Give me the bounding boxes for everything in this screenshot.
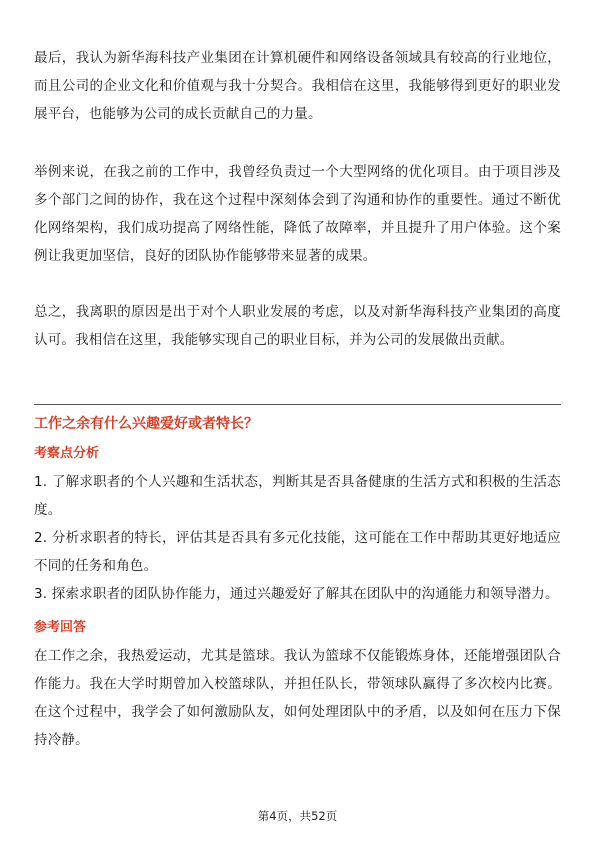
qa-section xyxy=(34,412,561,754)
analysis-item: 1. 了解求职者的个人兴趣和生活状态，判断其是否具备健康的生活方式和积极的生活态度。 xyxy=(34,474,561,518)
analysis-heading: 考察点分析 xyxy=(34,446,100,461)
page-number: 第4页，共52页 xyxy=(257,809,338,823)
question-title: 工作之余有什么兴趣爱好或者特长？ xyxy=(34,416,258,432)
answer-text: 在工作之余，我热爱运动，尤其是篮球。我认为篮球不仅能锻炼身体，还能增强团队合作能力。我在大学时期曾加入校篮球队，并担任队长，带领球队赢得了多次校内比赛。在这个过程中，我学会了如何激励队友，如何处理团队中的矛盾，以及如何在压力下保持冷静。 xyxy=(34,648,561,748)
paragraph-spacer xyxy=(34,128,561,158)
section-divider xyxy=(34,404,561,405)
previous-answer-body xyxy=(34,44,561,354)
body-paragraph: 举例来说，在我之前的工作中，我曾经负责过一个大型网络的优化项目。由于项目涉及多个部门之间的协作，我在这个过程中深刻体会到了沟通和协作的重要性。通过不断优化网络架构，我们成功提高了网络性能，降低了故障率，并且提升了用户体验。这个案例让我更加坚信，良好的团队协作能够带来显著的成果。 xyxy=(34,164,561,264)
body-paragraph: 总之，我离职的原因是出于对个人职业发展的考虑，以及对新华海科技产业集团的高度认可。我相信在这里，我能够实现自己的职业目标，并为公司的发展做出贡献。 xyxy=(34,304,561,348)
spacer xyxy=(34,608,561,616)
body-paragraph: 最后，我认为新华海科技产业集团在计算机硬件和网络设备领域具有较高的行业地位，而且公司的企业文化和价值观与我十分契合。我相信在这里，我能够得到更好的职业发展平台，也能够为公司的成长贡献自己的力量。 xyxy=(34,50,561,122)
analysis-item: 3. 探索求职者的团队协作能力，通过兴趣爱好了解其在团队中的沟通能力和领导潜力。 xyxy=(34,586,559,602)
answer-heading: 参考回答 xyxy=(34,620,87,635)
paragraph-spacer xyxy=(34,270,561,298)
analysis-item: 2. 分析求职者的特长，评估其是否具有多元化技能，这可能在工作中帮助其更好地适应不同的任务和角色。 xyxy=(34,530,561,574)
